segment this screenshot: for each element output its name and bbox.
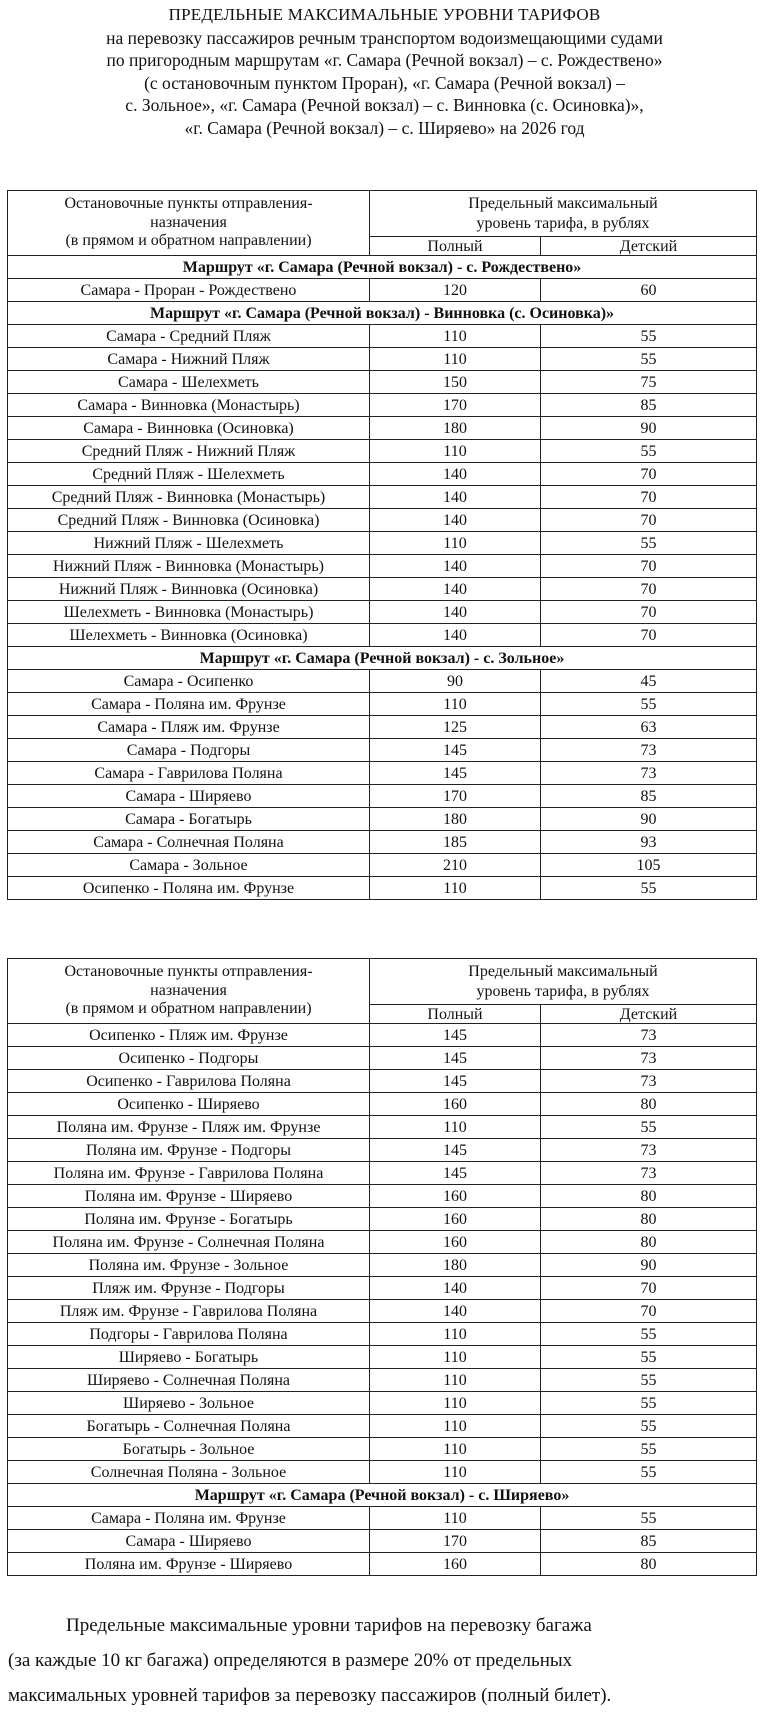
full-fare-cell: 145 [370,1024,541,1047]
table-row [8,1047,757,1070]
full-fare-cell: 110 [370,532,541,555]
child-fare-cell: 55 [541,1461,757,1484]
title-line: ПРЕДЕЛЬНЫЕ МАКСИМАЛЬНЫЕ УРОВНИ ТАРИФОВ [168,5,601,24]
table-row [8,1530,757,1553]
table-row [8,601,757,624]
child-fare-cell: 45 [541,670,757,693]
child-fare-cell: 55 [541,1346,757,1369]
full-fare-cell: 145 [370,1070,541,1093]
route-header-row [8,1484,757,1507]
child-fare-cell: 73 [541,762,757,785]
header-fare-line: Предельный максимальный [468,194,658,212]
stops-cell: Осипенко - Пляж им. Фрунзе [8,1024,370,1047]
full-fare-cell: 140 [370,1300,541,1323]
stops-cell: Самара - Шелехметь [8,371,370,394]
route-header-row [8,256,757,279]
table-row [8,1070,757,1093]
child-fare-cell: 105 [541,854,757,877]
child-fare-cell: 73 [541,1162,757,1185]
child-fare-cell: 55 [541,440,757,463]
table-row [8,1438,757,1461]
title-line: с. Зольное», «г. Самара (Речной вокзал) – с. Винновка (с. Осиновка)», [125,95,644,115]
child-fare-cell: 85 [541,785,757,808]
child-fare-cell: 55 [541,1116,757,1139]
child-fare-cell: 73 [541,739,757,762]
stops-cell: Пляж им. Фрунзе - Гаврилова Поляна [8,1300,370,1323]
full-fare-cell: 145 [370,1162,541,1185]
full-fare-cell: 110 [370,1415,541,1438]
full-fare-cell: 145 [370,762,541,785]
table-row [8,1415,757,1438]
full-fare-cell: 110 [370,1461,541,1484]
full-fare-cell: 110 [370,440,541,463]
stops-cell: Ширяево - Солнечная Поляна [8,1369,370,1392]
table-row [8,555,757,578]
table-row [8,808,757,831]
stops-cell: Нижний Пляж - Винновка (Монастырь) [8,555,370,578]
note-line: (за каждые 10 кг багажа) определяются в размере 20% от предельных [8,1650,573,1671]
header-stops [8,191,370,256]
child-fare-cell: 55 [541,693,757,716]
child-fare-cell: 55 [541,1438,757,1461]
stops-cell: Нижний Пляж - Шелехметь [8,532,370,555]
stops-cell: Поляна им. Фрунзе - Солнечная Поляна [8,1231,370,1254]
stops-cell: Поляна им. Фрунзе - Ширяево [8,1185,370,1208]
stops-cell: Средний Пляж - Шелехметь [8,463,370,486]
full-fare-cell: 170 [370,394,541,417]
child-fare-cell: 90 [541,417,757,440]
full-fare-cell: 140 [370,624,541,647]
stops-cell: Самара - Гаврилова Поляна [8,762,370,785]
table-row [8,877,757,900]
table-row [8,762,757,785]
stops-cell: Поляна им. Фрунзе - Подгоры [8,1139,370,1162]
table-row [8,716,757,739]
child-fare-cell: 70 [541,509,757,532]
header-full: Полный [370,237,541,256]
full-fare-cell: 110 [370,693,541,716]
stops-cell: Самара - Осипенко [8,670,370,693]
stops-cell: Самара - Поляна им. Фрунзе [8,693,370,716]
full-fare-cell: 140 [370,555,541,578]
full-fare-cell: 185 [370,831,541,854]
table-row [8,1553,757,1576]
stops-cell: Шелехметь - Винновка (Осиновка) [8,624,370,647]
child-fare-cell: 55 [541,1392,757,1415]
stops-cell: Средний Пляж - Винновка (Осиновка) [8,509,370,532]
fare-table-2 [7,958,757,1576]
child-fare-cell: 70 [541,601,757,624]
full-fare-cell: 120 [370,279,541,302]
table-row [8,1162,757,1185]
stops-cell: Самара - Средний Пляж [8,325,370,348]
stops-cell: Самара - Солнечная Поляна [8,831,370,854]
child-fare-cell: 70 [541,1300,757,1323]
stops-cell: Осипенко - Ширяево [8,1093,370,1116]
child-fare-cell: 55 [541,348,757,371]
header-full: Полный [370,1005,541,1024]
full-fare-cell: 110 [370,1323,541,1346]
child-fare-cell: 55 [541,532,757,555]
full-fare-cell: 160 [370,1093,541,1116]
stops-cell: Шелехметь - Винновка (Монастырь) [8,601,370,624]
table-row [8,325,757,348]
stops-cell: Солнечная Поляна - Зольное [8,1461,370,1484]
stops-cell: Самара - Пляж им. Фрунзе [8,716,370,739]
baggage-note [8,1608,760,1713]
child-fare-cell: 70 [541,578,757,601]
table-row [8,532,757,555]
child-fare-cell: 80 [541,1185,757,1208]
stops-cell: Поляна им. Фрунзе - Пляж им. Фрунзе [8,1116,370,1139]
stops-cell: Ширяево - Богатырь [8,1346,370,1369]
full-fare-cell: 210 [370,854,541,877]
table-row [8,785,757,808]
document-title [0,4,769,139]
full-fare-cell: 180 [370,1254,541,1277]
route-name: Маршрут «г. Самара (Речной вокзал) - с. Зольное» [8,647,757,670]
fare-table-body [8,1024,757,1576]
table-row [8,1507,757,1530]
title-line: на перевозку пассажиров речным транспортом водоизмещающими судами [106,27,663,48]
header-fare [370,191,757,237]
stops-cell: Самара - Нижний Пляж [8,348,370,371]
title-line: (с остановочным пунктом Проран), «г. Самара (Речной вокзал) – [144,72,625,93]
note-line: Предельные максимальные уровни тарифов на перевозку багажа [66,1615,592,1636]
fare-table-body [8,256,757,900]
table-row [8,1139,757,1162]
table-row [8,670,757,693]
header-fare-line: уровень тарифа, в рублях [476,982,650,1000]
table-row [8,831,757,854]
full-fare-cell: 180 [370,808,541,831]
full-fare-cell: 140 [370,1277,541,1300]
full-fare-cell: 110 [370,1346,541,1369]
fare-table-1 [7,190,757,900]
table-row [8,578,757,601]
stops-cell: Самара - Богатырь [8,808,370,831]
header-stops-line: Остановочные пункты отправления- [64,195,313,213]
header-fare-line: Предельный максимальный [468,962,658,980]
full-fare-cell: 140 [370,601,541,624]
stops-cell: Осипенко - Поляна им. Фрунзе [8,877,370,900]
full-fare-cell: 110 [370,1116,541,1139]
stops-cell: Поляна им. Фрунзе - Богатырь [8,1208,370,1231]
header-stops-line: назначения [150,213,227,231]
full-fare-cell: 110 [370,877,541,900]
route-name: Маршрут «г. Самара (Речной вокзал) - с. Рождествено» [8,256,757,279]
stops-cell: Средний Пляж - Нижний Пляж [8,440,370,463]
stops-cell: Богатырь - Зольное [8,1438,370,1461]
child-fare-cell: 93 [541,831,757,854]
child-fare-cell: 55 [541,1415,757,1438]
stops-cell: Поляна им. Фрунзе - Ширяево [8,1553,370,1576]
table-row [8,486,757,509]
child-fare-cell: 85 [541,1530,757,1553]
child-fare-cell: 90 [541,1254,757,1277]
full-fare-cell: 110 [370,1507,541,1530]
table-row [8,371,757,394]
child-fare-cell: 73 [541,1024,757,1047]
table-row [8,417,757,440]
stops-cell: Средний Пляж - Винновка (Монастырь) [8,486,370,509]
table-row [8,1208,757,1231]
full-fare-cell: 140 [370,463,541,486]
full-fare-cell: 110 [370,1438,541,1461]
title-line: «г. Самара (Речной вокзал) – с. Ширяево» на 2026 год [184,117,585,138]
full-fare-cell: 145 [370,1139,541,1162]
full-fare-cell: 110 [370,348,541,371]
header-fare-line: уровень тарифа, в рублях [476,214,650,232]
full-fare-cell: 140 [370,486,541,509]
stops-cell: Подгоры - Гаврилова Поляна [8,1323,370,1346]
full-fare-cell: 170 [370,1530,541,1553]
table-row [8,463,757,486]
child-fare-cell: 75 [541,371,757,394]
full-fare-cell: 90 [370,670,541,693]
full-fare-cell: 180 [370,417,541,440]
stops-cell: Поляна им. Фрунзе - Зольное [8,1254,370,1277]
stops-cell: Пляж им. Фрунзе - Подгоры [8,1277,370,1300]
child-fare-cell: 60 [541,279,757,302]
full-fare-cell: 160 [370,1208,541,1231]
child-fare-cell: 70 [541,486,757,509]
header-child: Детский [541,1005,757,1024]
child-fare-cell: 70 [541,463,757,486]
table-row [8,279,757,302]
table-row [8,1300,757,1323]
header-stops [8,959,370,1024]
route-name: Маршрут «г. Самара (Речной вокзал) - Винновка (с. Осиновка)» [8,302,757,325]
stops-cell: Богатырь - Солнечная Поляна [8,1415,370,1438]
table-row [8,1254,757,1277]
note-line: максимальных уровней тарифов за перевозку пассажиров (полный билет). [8,1685,612,1706]
stops-cell: Самара - Поляна им. Фрунзе [8,1507,370,1530]
full-fare-cell: 160 [370,1185,541,1208]
child-fare-cell: 73 [541,1070,757,1093]
child-fare-cell: 55 [541,1323,757,1346]
header-stops-line: (в прямом и обратном направлении) [65,232,312,250]
table-row [8,1024,757,1047]
stops-cell: Самара - Проран - Рождествено [8,279,370,302]
stops-cell: Осипенко - Гаврилова Поляна [8,1070,370,1093]
stops-cell: Самара - Ширяево [8,785,370,808]
full-fare-cell: 140 [370,578,541,601]
full-fare-cell: 145 [370,1047,541,1070]
header-stops-line: назначения [150,981,227,999]
table-row [8,854,757,877]
table-row [8,509,757,532]
stops-cell: Самара - Ширяево [8,1530,370,1553]
table-row [8,1323,757,1346]
child-fare-cell: 70 [541,555,757,578]
table-row [8,440,757,463]
child-fare-cell: 85 [541,394,757,417]
route-header-row [8,302,757,325]
child-fare-cell: 55 [541,877,757,900]
child-fare-cell: 55 [541,325,757,348]
stops-cell: Самара - Винновка (Осиновка) [8,417,370,440]
full-fare-cell: 160 [370,1231,541,1254]
child-fare-cell: 70 [541,624,757,647]
full-fare-cell: 170 [370,785,541,808]
stops-cell: Поляна им. Фрунзе - Гаврилова Поляна [8,1162,370,1185]
child-fare-cell: 80 [541,1093,757,1116]
full-fare-cell: 145 [370,739,541,762]
stops-cell: Ширяево - Зольное [8,1392,370,1415]
child-fare-cell: 70 [541,1277,757,1300]
header-fare [370,959,757,1005]
child-fare-cell: 80 [541,1553,757,1576]
table-row [8,1461,757,1484]
child-fare-cell: 73 [541,1047,757,1070]
title-line: по пригородным маршрутам «г. Самара (Речной вокзал) – с. Рождествено» [106,50,663,70]
table-row [8,1093,757,1116]
header-child: Детский [541,237,757,256]
child-fare-cell: 80 [541,1231,757,1254]
table-row [8,693,757,716]
full-fare-cell: 110 [370,325,541,348]
table-row [8,394,757,417]
table-row [8,1116,757,1139]
child-fare-cell: 73 [541,1139,757,1162]
table-row [8,1185,757,1208]
child-fare-cell: 55 [541,1507,757,1530]
table-row [8,1231,757,1254]
full-fare-cell: 160 [370,1553,541,1576]
stops-cell: Нижний Пляж - Винновка (Осиновка) [8,578,370,601]
child-fare-cell: 55 [541,1369,757,1392]
stops-cell: Самара - Винновка (Монастырь) [8,394,370,417]
route-header-row [8,647,757,670]
stops-cell: Самара - Подгоры [8,739,370,762]
child-fare-cell: 90 [541,808,757,831]
table-row [8,1277,757,1300]
header-stops-line: (в прямом и обратном направлении) [65,1000,312,1018]
table-row [8,1346,757,1369]
table-row [8,624,757,647]
header-stops-line: Остановочные пункты отправления- [64,963,313,981]
table-row [8,348,757,371]
route-name: Маршрут «г. Самара (Речной вокзал) - с. Ширяево» [8,1484,757,1507]
child-fare-cell: 63 [541,716,757,739]
full-fare-cell: 110 [370,1369,541,1392]
stops-cell: Самара - Зольное [8,854,370,877]
full-fare-cell: 140 [370,509,541,532]
child-fare-cell: 80 [541,1208,757,1231]
full-fare-cell: 150 [370,371,541,394]
full-fare-cell: 125 [370,716,541,739]
table-row [8,1392,757,1415]
stops-cell: Осипенко - Подгоры [8,1047,370,1070]
full-fare-cell: 110 [370,1392,541,1415]
table-row [8,1369,757,1392]
table-row [8,739,757,762]
